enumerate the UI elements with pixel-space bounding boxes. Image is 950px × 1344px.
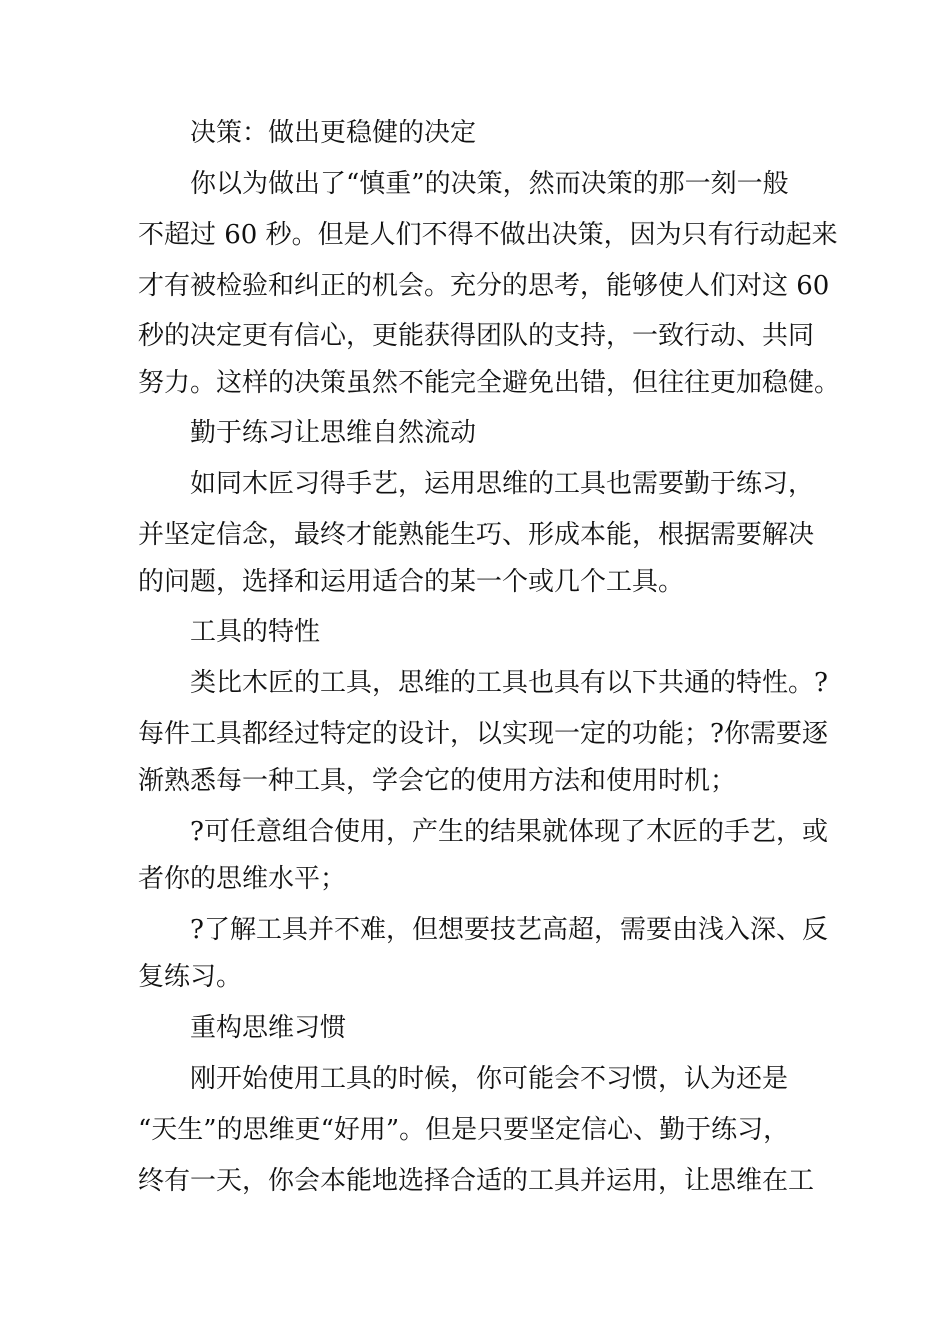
paragraph-line: 努力。这样的决策虽然不能完全避免出错，但往往更加稳健。 [138, 368, 841, 398]
heading-practice: 勤于练习让思维自然流动 [190, 418, 477, 448]
heading-decision: 决策：做出更稳健的决定 [190, 118, 477, 148]
paragraph-line: ?可任意组合使用，产生的结果就体现了木匠的手艺，或 [190, 817, 828, 847]
paragraph-line: 如同木匠习得手艺，运用思维的工具也需要勤于练习， [190, 469, 815, 499]
heading-rebuild-habits: 重构思维习惯 [190, 1013, 347, 1043]
paragraph-line: 每件工具都经过特定的设计，以实现一定的功能；?你需要逐 [138, 719, 828, 749]
paragraph-line: 的问题，选择和运用适合的某一个或几个工具。 [138, 567, 685, 597]
paragraph-line: 不超过 60 秒。但是人们不得不做出决策，因为只有行动起来 [138, 220, 838, 250]
paragraph-line: 复练习。 [138, 962, 243, 992]
paragraph-line: 终有一天，你会本能地选择合适的工具并运用，让思维在工 [138, 1166, 815, 1196]
paragraph-line: 渐熟悉每一种工具，学会它的使用方法和使用时机； [138, 766, 737, 796]
paragraph-line: ?了解工具并不难，但想要技艺高超，需要由浅入深、反 [190, 915, 828, 945]
paragraph-line: 秒的决定更有信心，更能获得团队的支持，一致行动、共同 [138, 321, 815, 351]
paragraph-line: 刚开始使用工具的时候，你可能会不习惯，认为还是 [190, 1064, 789, 1094]
paragraph-line: 才有被检验和纠正的机会。充分的思考，能够使人们对这 60 [138, 271, 830, 301]
paragraph-line: “天生”的思维更“好用”。但是只要坚定信心、勤于练习， [138, 1115, 790, 1145]
heading-tool-features: 工具的特性 [190, 617, 321, 647]
paragraph-line: 者你的思维水平； [138, 864, 347, 894]
paragraph-line: 你以为做出了“慎重”的决策，然而决策的那一刻一般 [190, 169, 789, 199]
paragraph-line: 类比木匠的工具，思维的工具也具有以下共通的特性。? [190, 668, 828, 698]
paragraph-line: 并坚定信念，最终才能熟能生巧、形成本能，根据需要解决 [138, 520, 815, 550]
